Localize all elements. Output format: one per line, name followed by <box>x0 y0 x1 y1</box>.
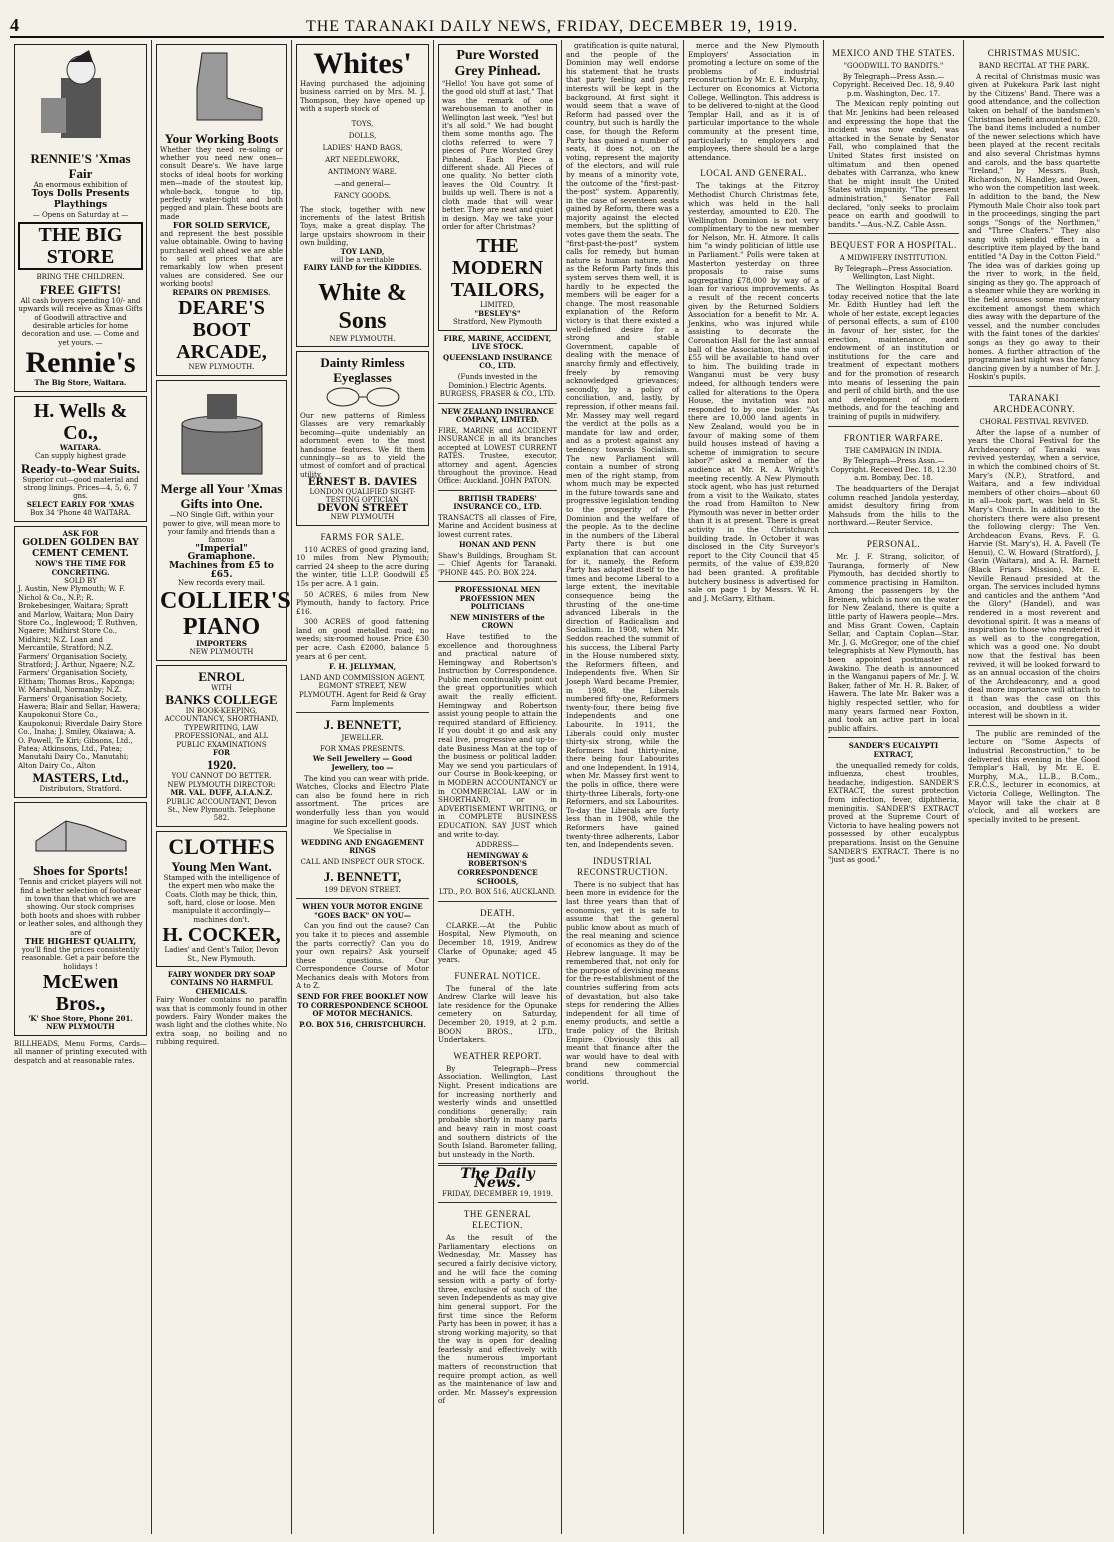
local-general-text: The takings at the Fitzroy Methodist Church Christmas fete, which was held in the hall yesterday, amounted to £20. The Wellington Dominion is not very complimentary to the new member for Nelson, Mr. H. Atmore. It calls him "a windy politician of little use in Parliament." Polls were taken at Masterton yesterday on three proposals to raise sums aggregating £78,000 by way of a loan for various improvements. As a result of the recent concerts given by the Returned Soldiers Association for a benefit to Mr. A. Jenkins, who was injured while assisting to decorate the Coronation Hall for the last annual ball of the Association, the sum of £55 will be available to hand over to him. The building trade in Wanganui must be very busy indeed, for although tenders were called for alterations to the Opera House, the invitation was not responded to by one builder. "As there are 10,000 land agents in New Zealand, would you be in favour of making some of them build houses instead of having a scheme of immigration to secure labor?" asked a member of the audience at Mr. R. A. Wright's meeting recently. A New Plymouth stock agent, who has just returned from a visit to the Waikato, states the road from Hamilton to New Plymouth was never in better order than it is at present. There is great activity in the Christchurch building trade. In October it was disclosed in the City Surveyor's report to the City Council that 45 permits, of the value of £39,820 had been granted. A profitable butchery business is advertised for sale on page 1 by Messrs. W. H. and J. McGarry, Eltham. <box>688 181 819 603</box>
industrial-text: There is no subject that has been more in evidence for the last three years than that of economics, yet it is safe to assume that the general public know about as much of the real meaning and science of economics as they do of the Hebrew language. It may be remembered that, not only for the purpose of devising means for the re-establishment of the countries suffering from acts of devastation, but also take steps for rendering the Allies independent for all time of enemy products, and settle a trade policy of the British Empire. Obviously this all meant that finance after the war would have to deal with brand new commercial conditions throughout the world. <box>566 879 679 1087</box>
column-8 <box>964 40 1104 1534</box>
mcewen-advert <box>14 802 147 1036</box>
whites-text: Having purchased the adjoining business carried on by Mrs. M. J. Thompson, they have opened up with a superb stock of <box>300 80 425 114</box>
farm-1: 110 ACRES of good grazing land, 10 miles from New Plymouth; carried 24 sheep to the acre during the winter, title L.I.P. Goodwill £5 15s per acre. A 1 gain. <box>296 544 429 588</box>
boots-text: Whether they need re-soling or whether you need new ones—consult Deare's. We have large stocks of ideal boots for working men—made of the stoutest kip, whole-back, tongue to tip, perfectly water-tight and both pegged and plain. These boots are made <box>160 145 283 221</box>
death-heading: DEATH. <box>480 907 515 918</box>
item-needlework: ART NEEDLEWORK, <box>325 155 400 164</box>
bequest-heading: BEQUEST FOR A HOSPITAL. <box>830 240 957 251</box>
devon-street: DEVON STREET <box>317 502 408 514</box>
mexico-text: The Mexican reply pointing out that Mr. Jenkins had been released and expressing the hope that the incident was now ended, was attacked in the Senate by Senator Fall, who complained that the United States first insisted on ultimatum and then opened debates with Carranza, who knew that he might insult the United States with impunity. "The present administration," Senator Fall declared, "only seeks to proclaim peace on earth and goodwill to bandits."—Aus.-N.Z. Cable Assn. <box>828 99 959 229</box>
item-toys: TOYS, <box>351 119 374 128</box>
records-note: New records every mail. <box>177 579 266 588</box>
wells-supply: Can supply highest grade <box>35 452 126 461</box>
shoes-text: Tennis and cricket players will not find a better selection of footwear in town than that which we are showing. Our stock comprises both boots and shoes with rubber or leather soles, and although they are of <box>18 878 143 937</box>
editorial-date: FRIDAY, DECEMBER 19, 1919. <box>442 1189 553 1198</box>
local-general-heading: LOCAL AND GENERAL. <box>700 168 807 179</box>
for-word: FOR <box>213 747 230 757</box>
sold-by: SOLD BY <box>64 576 97 585</box>
besleys: "BESLEY'S" <box>474 308 521 318</box>
free-gifts-text: All cash buyers spending 10/- and upwards will receive as Xmas Gifts of Goodwill attractive and desirable articles for home decoration and use. — Come and yet yours. — <box>18 296 143 347</box>
column-5 <box>562 40 684 1534</box>
davies-advert <box>296 351 429 525</box>
item-general: —and general— <box>334 179 391 188</box>
industrial-continued: merce and the New Plymouth Employers' Association in promoting a lecture on some of the problems of industrial reconstruction by Mr. E. E. Murphy, Lecturer on Economics at Victoria College, Wellington. This address is to be delivered to-night at the Good Templar Hall, and as it is of particular importance to the whole community at the present time, particularly to employers and employees, there should be a large attendance. <box>688 41 819 162</box>
fairyland: FAIRY LAND for the KIDDIES. <box>303 263 422 273</box>
column-7 <box>824 40 964 1534</box>
item-antimony: ANTIMONY WARE. <box>328 167 397 176</box>
band-text: A recital of Christmas music was given at Pukekura Park last night by the Citizens' Band. There was a good attendance, and the collection taken on behalf of the bandsmen's Christmas benefit amounted to £20. The band items included a number of the newer selections which have been played at the recent recitals and also several Christmas hymns and carols, and the bass quartette "Ireland," by Messrs. Bush, Richardson, N. Handley, and Owen, who won the competition last week. In addition to the band, the New Plymouth Male Choir also took part in the proceedings, singing the part songs "Songs of the Northmen," and "Three Chafers." They also sang with splendid effect in a descriptive item played by the band entitled "A Day in the Cotton Field." The idea was of darkies going up the river to work, in the field, singing as they go. The approach of a steamer while they are working in the field arouses some momentary excitement amongst them which dies away with the departure of the vessel, and the number concludes with the faint tones of the darkies' songs as they go away to their homes. A further attraction of the programme last night was the fancy dancing given by a number of Mr. J. Hoskin's pupils. <box>968 71 1100 382</box>
column-1 <box>10 40 152 1534</box>
hemingway-sub: LTD., P.O. BOX 516, AUCKLAND. <box>439 888 556 897</box>
wedding-rings: WEDDING AND ENGAGEMENT RINGS <box>301 837 424 856</box>
xmas-presents: FOR XMAS PRESENTS. <box>320 744 405 753</box>
sellers-list: J. Austin, New Plymouth; W. F. Nichol & Co., N.P.; R. Brokebesinger, Waitara; Spratt and Marlow, Waitara; Mon Dairy Store Co., Inglewood; T. Ruthven, Ngaere; Midhirst Store Co., Midhirst; N.Z. Loan and Mercantile, Stratford; N.Z. Farmers' Organisation Society, Stratford; J. Arthur, Ngaere; N.Z. Farmers' Organisation Society, Eltham; Thomas Bros., Kaponga; W. Marshall, Normanby; N.Z. Farmers' Organisation Society, Hawera; Blair and Sellar, Hawera; Kaupokonui Store Co., Kaupokonui; Riverdale Dairy Store Co., Inaha; J. Smiley, Okaiawa; A. O. Powell, Te Kiri; Gibsons, Ltd., Patea; Atkinsons, Ltd., Patea; Manutahi Dairy Co., Manutahi; Alton Dairy Co., Alton <box>18 585 142 770</box>
send-booklet: SEND FOR FREE BOOKLET NOW TO CORRESPONDENCE SCHOOL OF MOTOR MECHANICS. <box>296 992 429 1019</box>
rennies-sub: The Big Store, Waitara. <box>34 378 127 388</box>
shoe-illustration <box>26 806 136 861</box>
collier-place: NEW PLYMOUTH <box>189 648 254 657</box>
bennett-address: 199 DEVON STREET. <box>324 885 401 894</box>
wells-box: Box 34 'Phone 48 WAITARA. <box>30 509 131 518</box>
election-text: As the result of the Parliamentary elections on Wednesday, Mr. Massey has secured a fairly decisive victory, and he will face the coming session with a party of forty-three, exclusive of such of the seven Independents as may give him general support. For the first time since the Reform Party has been in power, it has a strong working majority, so that the way is open for dealing fearlessly and effectively with the numerous important matters of reconstruction that require prompt action, as well as the maintenance of law and order. Mr. Massey's expression of <box>438 1233 557 1406</box>
rennie-text: An enormous exhibition of <box>33 180 128 189</box>
worsted-heading: Pure Worsted Grey Pinhead. <box>454 48 541 79</box>
fairy-heading: FAIRY WONDER DRY SOAP CONTAINS NO HARMFUL CHEMICALS. <box>167 970 276 996</box>
bequest-dateline: By Telegraph—Press Association. Wellington, Last Night. <box>834 264 953 282</box>
british-traders-text: TRANSACTS all classes of Fire, Marine and Accident business at lowest current rates. <box>438 513 557 539</box>
eyeglasses-illustration <box>318 385 408 409</box>
nz-insurance: NEW ZEALAND INSURANCE COMPANY, LIMITED. <box>441 406 554 425</box>
mcewen-sub: 'K' Shoe Store, Phone 201. NEW PLYMOUTH <box>28 1013 133 1032</box>
whites-items <box>300 118 425 202</box>
whites-advert <box>296 44 429 347</box>
british-traders: BRITISH TRADERS' INSURANCE CO., LTD. <box>453 493 542 512</box>
bennett-name-2: J. BENNETT, <box>323 868 402 884</box>
dainty-heading: Dainty Rimless Eyeglasses <box>320 355 405 386</box>
fairy-text: Fairy Wonder contains no paraffin wax that is commonly found in other powders. Fairy Wonder makes the wash light and the clothes white. No extra soap, no boiling and no rubbing required. <box>156 996 287 1047</box>
farm-2: 50 ACRES, 6 miles from New Plymouth, handy to factory. Price £16. <box>296 589 429 616</box>
duff-sub: PUBLIC ACCOUNTANT, Devon St., New Plymouth. Telephone 582. <box>166 797 277 823</box>
boot-illustration <box>172 48 272 128</box>
bennett-jeweller: JEWELLER. <box>341 734 384 743</box>
mexico-dateline: By Telegraph—Press Assn.—Copyright. Received Dec. 18, 9.40 p.m. Washington, Dec. 17. <box>832 72 955 98</box>
clothes-text: Stamped with the intelligence of the expert men who make the Coats. Cloth may be thick, thin, soft, hard, close or loose. Men manipulate it accordingly—machines don't. <box>163 873 280 924</box>
jellyman-sub: LAND AND COMMISSION AGENT, EGMONT STREET, NEW PLYMOUTH. Agent for Reid & Gray Farm Implements <box>298 673 427 708</box>
ask-for: ASK FOR <box>62 528 99 538</box>
shoes-heading: Shoes for Sports! <box>32 863 129 879</box>
year-1920: 1920. <box>206 757 237 773</box>
lecture-notice: The public are reminded of the lecture on "Some Aspects of Industrial Reconstruction," to be delivered this evening in the Good Templar's Hall, by Mr. E. E. Murphy, M.A., LL.B., B.Com., F.R.C.S., lecturer in economics, at Victoria College, Wellington. The Mayor will take the chair at 8 o'clock, and all workers are specially invited to be present. <box>968 728 1100 824</box>
motor-box: P.O. BOX 516, CHRISTCHURCH. <box>299 1019 426 1029</box>
deare-sub: NEW PLYMOUTH. <box>188 363 255 372</box>
repairs-notice: REPAIRS ON PREMISES. <box>172 287 271 297</box>
bennett-name: J. BENNETT, <box>323 717 402 733</box>
whites-title: Whites' <box>313 47 412 80</box>
personal-text: Mr. J. F. Strang, solicitor, of Tauranga, formerly of New Plymouth, has decided shortly to commence practising in Hamilton. Among the passengers by the Breinen, which is now on the water for New Zealand, there is quite a little party of Hawera people—Mrs. and Miss Grant Cowen, Captain Sellar, and Captain Coplan—Star. Mr. J. G. McGregor, one of the chief telegraphists at New Plymouth, has been appointed postmaster at Awakino. The death is announced in the Wanganui papers of Mr. J. W. Baker, father of Mr. H. R. Baker, of Hawera. The late Mr. Baker was a highly respected settler, who for many years farmed near Foxton, and took an active part in local public affairs. <box>828 551 959 733</box>
motor-text: Can you find out the cause? Can you take it to pieces and assemble the parts correctly? Can you do your own repairs? Ask yourself these questions. Our Correspondence Course of Motor Mechanics deals with Motors from A to Z. <box>296 921 429 991</box>
collier-logo: COLLIER'S PIANO <box>160 587 291 640</box>
cannot-do-better: YOU CANNOT DO BETTER. <box>171 772 272 781</box>
collier-advert <box>156 380 291 661</box>
honan-text: Shaw's Buildings, Brougham St. — Chief Agents for Taranaki. 'PHONE 445. P.O. BOX 224. <box>438 551 557 577</box>
white-sons-sub: NEW PLYMOUTH. <box>329 334 396 343</box>
professional-text: Have testified to the excellence and thoroughness and practical nature of Hemingway and Robertson's Instruction by Correspondence. Public men continually point out the great opportunities which await the really efficient. Hemingway and Robertson assist young people to attain the required standard of Efficiency. If you doubt it go and ask any real live, progressive and up-to-date Business Man at the top of the business or political ladder. May we send you particulars of our Course in Book-keeping, or in MODERN ACCOUNTANCY or in COMMERCIAL LAW or in SHORTHAND, or in ADVERTISEMENT WRITING, or in COMPLETE BUSINESS EDUCATION. SAY JUST which and write to-day. <box>438 631 557 839</box>
quality-text: you'll find the prices consistently reasonable. Get a pair before the holidays ! <box>21 945 140 971</box>
modern-tailors-logo: THE MODERN TAILORS, <box>450 235 545 302</box>
column-2 <box>152 40 292 1534</box>
specialise: We Specialise in <box>333 828 392 837</box>
collier-importers: IMPORTERS <box>196 638 247 648</box>
funeral-heading: FUNERAL NOTICE. <box>454 970 541 981</box>
weather-heading: WEATHER REPORT. <box>453 1050 542 1061</box>
farm-3: 300 ACRES of good fattening land on good metalled road; no weeds; six-roomed house. Price £30 per acre. Cash £2000, balance 5 years at 6 per cent. <box>296 617 429 661</box>
tailors-places: Stratford, New Plymouth <box>452 318 543 327</box>
item-hand-bags: LADIES' HAND BAGS, <box>322 143 403 152</box>
young-men: Young Men Want. <box>171 858 272 874</box>
funeral-notice: The funeral of the late Andrew Clarke will leave his late residence for the Opunake cemetery on Saturday, December 20, 1919, at 2 p.m. BOON BROS., LTD., Undertakers. <box>438 983 557 1045</box>
personal-heading: PERSONAL. <box>866 538 921 549</box>
deare-advert <box>156 44 287 376</box>
call-inspect: CALL AND INSPECT OUR STOCK. <box>300 857 425 866</box>
np-director: NEW PLYMOUTH DIRECTOR: <box>167 780 276 789</box>
hemingway-name: HEMINGWAY & ROBERTSON'S CORRESPONDENCE SCHOOLS, <box>457 850 538 886</box>
stock-text: The stock, together with new increments of the latest British Toys, make a great display. The large upstairs showroom in their own building, <box>300 205 425 248</box>
davies-name: ERNEST B. DAVIES <box>307 477 418 489</box>
farms-heading: FARMS FOR SALE. <box>320 531 405 542</box>
mexico-heading: MEXICO AND THE STATES. <box>831 48 956 58</box>
limited: LIMITED, <box>480 301 515 310</box>
modern-tailors-advert <box>438 44 557 331</box>
wells-title: H. Wells & Co., <box>33 399 128 444</box>
christmas-music-heading: CHRISTMAS MUSIC. <box>987 48 1081 58</box>
davies-place: NEW PLYMOUTH <box>330 513 395 522</box>
deare-logo: DEARE'S BOOT ARCADE, <box>176 297 267 364</box>
queensland-text: (Funds invested in the Dominion.) Electric Agents. BURGESS, FRASER & CO., LTD. <box>439 372 556 399</box>
big-store-logo: THE BIG STORE <box>18 222 143 270</box>
choral-subheading: CHORAL FESTIVAL REVIVED. <box>979 417 1089 426</box>
weather-text: By Telegraph—Press Association. Wellington, Last Night. Present indications are for increasing northerly and westerly winds and unsettled conditions generally; rain probable shortly in many parts and heavy rain in most coast and southern districts of the South Island. Barometer falling, but unsteady in the North. <box>438 1063 557 1159</box>
page-title: THE TARANAKI DAILY NEWS, FRIDAY, DECEMBER 19, 1919. <box>305 18 799 35</box>
white-sons-logo: White & Sons <box>318 279 407 334</box>
goodwill-subheading: "GOODWILL TO BANDITS." <box>843 62 944 70</box>
band-subheading: BAND RECITAL AT THE PARK. <box>978 62 1090 70</box>
rennie-advert <box>14 44 147 392</box>
banks-advert <box>156 665 287 827</box>
veritable: will be a veritable <box>330 256 395 265</box>
with: WITH <box>211 683 232 692</box>
rennies-logo: Rennie's <box>25 346 136 380</box>
frontier-dateline: By Telegraph—Press Assn.—Copyright. Received Dec. 18, 12.30 a.m. Bombay, Dec. 18. <box>830 457 957 483</box>
sell-jewellery: We Sell Jewellery — Good Jewellery, too — <box>312 754 413 772</box>
worsted-text: "Hello! You have got some of the good old stuff at last," That was the remark of one warehouseman to another in Wellington last week. "Yes! but it's all sold." We had bought them some months ago. The cloths referred to were 7 pieces of Pure Worsted Grey Pinhead. Each Piece a different shade. All Pieces of one quality. No better cloth leaves the Old Country. It builds up well. There is not a cloth made that will wear better. They are neat and quiet in design. May we take your order for after Christmas? <box>442 80 553 231</box>
ready-to-wear: Ready-to-Wear Suits. <box>21 460 140 476</box>
rennie-title: RENNIE'S 'Xmas Fair <box>30 150 131 181</box>
machines-price: Machines from £5 to £65. <box>169 560 274 580</box>
page-number: 4 <box>10 15 20 35</box>
cocker-advert <box>156 831 287 967</box>
duff-name: MR. VAL. DUFF, A.I.A.N.Z. <box>170 788 273 798</box>
now-concreting: NOW'S THE TIME FOR CONCRETING. <box>35 559 126 577</box>
motor-heading: WHEN YOUR MOTOR ENGINE "GOES BACK" ON YOU— <box>302 902 423 920</box>
toys-heading: Toys Dolls Presents Playthings <box>31 189 130 210</box>
choral-text: After the lapse of a number of years the Choral Festival for the Archdeaconry of Taranaki was revived yesterday, when a service, in which the combined choirs of St. Mary's (N.P.), Stratford, and Waitara, and a few individual members of other choirs—about 60 in all—took part, was held in St. Mary's Church. In addition to the choristers there were also present the following clergy: The Ven. Archdeacon Evans, Revs. F. G. Harvie (St. Mary's), H. A. Favell (Te Henui), C. W. Howard (Stratford), J. Gavin (Waitara), and A. H. Barnett (Black Friars Mission). Mr. E. Neville Renaud presided at the organ. The services included hymns and canticles and the anthem "And the Glory" (Handel), and was rendered in a most reverent and devotional spirit. It was a means of inspiration to those who rendered it as well as to the congregation, which was a good one. No doubt now that the festival has been revived, it will be looked forward to as an annual occasion of the choirs of the Archdeaconry, and a good deal more importance will attach to it than was the case on this occasion, and doubtless a wider interest will be shown in it. <box>968 427 1100 721</box>
cocker-sub: Ladies' and Gent's Tailor, Devon St., New Plymouth. <box>164 946 279 963</box>
item-dolls: DOLLS, <box>348 131 377 140</box>
election-heading: THE GENERAL ELECTION. <box>463 1209 532 1231</box>
santa-illustration <box>31 48 131 148</box>
masters-sub: Distributors, Stratford. <box>39 785 122 794</box>
mcewen-logo: McEwen Bros., <box>42 970 119 1015</box>
frontier-heading: FRONTIER WARFARE. <box>843 432 944 443</box>
masters-title: MASTERS, Ltd., <box>32 770 129 786</box>
column-4 <box>434 40 562 1534</box>
address-label: ADDRESS— <box>475 841 520 850</box>
honan-penn: HONAN AND PENN <box>458 540 537 550</box>
death-notice: CLARKE.—At the Public Hospital, New Plymouth, on December 18, 1919, Andrew Clarke of Opunake; aged 45 years. <box>438 920 557 965</box>
nz-insurance-text: FIRE, MARINE and ACCIDENT INSURANCE in all its branches accepted at LOWEST CURRENT RATES. Trustee, executor, attorney and agent. Agencies throughout the province. Head Office: Auckland. JOHN PATON. <box>438 426 557 486</box>
bequest-text: The Wellington Hospital Board today received notice that the late Mr. Edith Huntley had left the whole of her estate, except legacies of personal effects, a sum of £100 in favour of her sister, for the erection, maintenance, and endowment of an institution or institutions for the care and treatment of expectant mothers and for the promotion of research into means of lessening the pain and peril of child birth, and the use and development of modern methods, and for the teaching and training of pupils in midwifery. <box>828 283 959 421</box>
bennett-text: The kind you can wear with pride. Watches, Clocks and Electro Plate can also be found here in rich assortment. The prices are wonderfully less than you would imagine for such excellent goods. <box>296 773 429 826</box>
column-3 <box>292 40 434 1534</box>
gramophone-illustration <box>167 384 277 479</box>
dainty-text: Our new patterns of Rimless Glasses are very remarkably becoming—quite undeniably an adornment even to the most handsome features. We fit them cunningly—so as to yield the utmost of comfort and of practical utility. <box>300 411 425 479</box>
billheads-notice: BILLHEADS, Menu Forms, Cards—all manner of printing executed with despatch and at reasonable rates. <box>14 1039 147 1065</box>
masthead <box>10 14 1104 38</box>
sanders-text: the unequalled remedy for colds, influenza, chest troubles, headache, indigestion. SANDER'S EXTRACT, the surest protection from infection, fever, diphtheria, meningitis. SANDER'S EXTRACT proved at the Supreme Court of Victoria to have healing powers not possessed by other eucalyptus preparations. Insist on the Genuine SANDER'S EXTRACT. There is no "just as good." <box>828 760 959 865</box>
boots-title: Your Working Boots <box>164 130 279 146</box>
queensland-insurance: QUEENSLAND INSURANCE CO., LTD. <box>443 352 552 371</box>
ready-text: Superior cut—good material and strong linings. Prices—4, 5, 6, 7 gns. <box>22 475 139 501</box>
clothes-heading: CLOTHES <box>168 833 275 859</box>
fire-marine: FIRE, MARINE, ACCIDENT, LIVE STOCK. <box>443 333 552 352</box>
davies-sub: LONDON QUALIFIED SIGHT-TESTING OPTICIAN <box>309 487 416 505</box>
election-continued: gratification is quite natural, and the people of the Dominion may well endorse his statement that he trusts that party feeling and party interests will be kept in the background. At first sight it would seem that a wave of Reform had passed over the country, but such is hardly the case, for though the Reform Party has gained a number of seats, it does not, on the voting, represent the majority of the electors, and will rule by means of a minority vote, the outcome of the "first-past-the-post" system. Apparently, in the case of seventeen seats gained by Reform, there was a majority against the elected members, but the splitting of votes gave them the seats. The "first-past-the-post" system calls for remedy, but human nature is human nature, and as the Reform Party finds this system serves them well, it is hardly to be expected the members will be eager for a change. The most reasonable explanation of the Reform victory is that there existed a well-defined desire for a strong and stable Government, capable of dealing with the menace of anarchy firmly and effectively, freely by removing acknowledged grievances; secondly, by a policy of conciliation, and, lastly, by repression, if other means fail. Mr. Massey may well regard the verdict at the polls as a mandate for law and order, and as a protest against any tendency towards Socialism. The new Parliament will contain a number of strong men of the right stamp, from whom much may be expected in the future towards sane and progressive legislation tending to the prosperity of the Dominion and the welfare of the people. As to the decline in the numbers of the Liberal Party there is but one explanation that can account for it, namely, the Reform Party has adapted itself to the times and become Liberal to a large extent, the inevitable consequence being the thrusting of the one-time advanced Liberals in the direction of Radicalism and Socialism. In 1908, when Mr. Seddon reached the summit of his success, the Liberal Party in the House numbered sixty, the Reformers fifteen, and Independents five. When Sir Joseph Ward became Premier, in 1908, the Liberals numbered fifty-one, Reformers twenty-four, there being five Independents and one Labourite. In 1911, the Liberals could only muster thirty-six strong, while the Reformers had thirty-nine, there being four Labourites and one Independent. In 1914, when Mr. Massey first went to the polls in office, there were thirty-three Liberals, forty-one Reformers, and six Labourites. To-day the Liberals are forty less than in 1908, while the Reformers have gained twenty-three adherents, Labor ten, and Independents seven. <box>566 41 680 850</box>
bring-children: BRING THE CHILDREN. <box>36 273 125 282</box>
courses-list: IN BOOK-KEEPING, ACCOUNTANCY, SHORTHAND, TYPEWRITING, LAW PROFESSIONAL, and ALL PUBLIC EXAMINATIONS <box>164 706 279 749</box>
wells-place: WAITARA. <box>59 442 102 452</box>
cocker-logo: H. COCKER, <box>162 924 281 947</box>
solid-service: FOR SOLID SERVICE, <box>172 220 271 231</box>
midwifery-subheading: A MIDWIFERY INSTITUTION. <box>839 254 948 263</box>
free-gifts-heading: FREE GIFTS! <box>39 281 122 297</box>
new-ministers: NEW MINISTERS of the CROWN <box>450 612 545 631</box>
golden-bay: GOLDEN GOLDEN BAY CEMENT CEMENT. <box>22 538 139 560</box>
solid-text: and represent the best possible value obtainable. Owing to having purchased well ahead we are able to sell at prices that are remarkably low when present values are considered. See our working boots! <box>160 229 283 289</box>
enrol: ENROL <box>198 668 245 684</box>
item-fancy: FANCY GOODS. <box>333 191 392 200</box>
industrial-heading: INDUSTRIAL RECONSTRUCTION. <box>577 855 668 877</box>
frontier-text: The headquarters of the Derajat column reached Jandola yesterday, amidst desultory firing from Mahsuds from the hills to the northward.—Reuter Service. <box>828 483 959 528</box>
daily-news-nameplate: The Daily News. <box>460 1166 535 1191</box>
banks-college: BANKS COLLEGE <box>165 691 278 707</box>
merge-text: —NO Single Gift, within your power to give, will mean more to your family and friends than a famous <box>162 511 281 545</box>
quality-heading: THE HIGHEST QUALITY, <box>24 936 137 947</box>
column-6 <box>684 40 824 1534</box>
professional-men: PROFESSIONAL MEN PROFESSION MEN POLITICIANS <box>454 584 541 612</box>
toyland: TOY LAND, <box>340 246 385 256</box>
imperial-gramophone: "Imperial" Gramaphone. <box>187 543 256 563</box>
jellyman-name: F. H. JELLYMAN, <box>329 662 396 672</box>
archdeaconry-heading: TARANAKI ARCHDEACONRY. <box>992 392 1076 414</box>
campaign-subheading: THE CAMPAIGN IN INDIA. <box>844 446 943 455</box>
wells-advert <box>14 396 147 522</box>
cement-advert <box>14 526 147 798</box>
opens-text: — Opens on Saturday at — <box>32 211 129 219</box>
select-early: SELECT EARLY FOR 'XMAS <box>26 499 135 509</box>
merge-heading: Merge all Your 'Xmas Gifts into One. <box>160 481 283 512</box>
sanders-heading: SANDER'S EUCALYPTI EXTRACT, <box>848 741 939 759</box>
